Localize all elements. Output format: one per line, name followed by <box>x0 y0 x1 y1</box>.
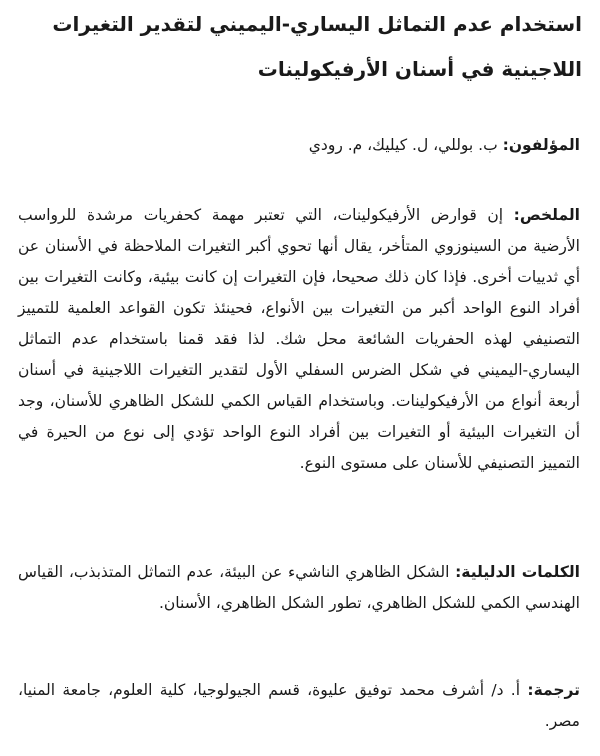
abstract-label: الملخص: <box>513 206 580 224</box>
keywords-text: الشكل الظاهري الناشيء عن البيئة، عدم التماثل المتذبذب، القياس الهندسي الكمي للشكل الظاهري، تطور الشكل الظاهري، الأسنان. <box>18 563 580 612</box>
abstract-paragraph <box>18 200 580 479</box>
keywords-paragraph <box>18 557 580 619</box>
paper-title: استخدام عدم التماثل اليساري-اليميني لتقدير التغيرات اللاجينية في أسنان الأرفيكولينات <box>52 12 582 81</box>
authors-label: المؤلفون: <box>502 136 580 154</box>
authors-text: ب. بوللي، ل. كيليك، م. رودي <box>308 136 503 154</box>
abstract-text: إن قوارض الأرفيكولينات، التي تعتبر مهمة كحفريات مرشدة للرواسب الأرضية من السينوزوي المتأخر، يقال أنها تحوي أكبر التغيرات الملاحظة في الأسنان عن أي ثدييات أخرى. فإذا كان ذلك صحيحا، فإن التغيرات إن كانت بيئية، وكانت التغيرات بين أفراد النوع الواحد أكبر من التغيرات بين الأنواع، فحينئذ تكون القواعد العلمية للتمييز التصنيفي لهذه الحفريات الشائعة محل شك. لذا فقد قمنا باستخدام عدم التماثل اليساري-اليميني في شكل الضرس السفلي الأول لتقدير التغيرات اللاجينية في أسنان أربعة أنواع من الأرفيكولينات. وباستخدام القياس الكمي للشكل الظاهري للأسنان، وجد أن التغيرات البيئية أو التغيرات بين أفراد النوع الواحد تؤدي إلى نوع من الحيرة في التمييز التصنيفي للأسنان على مستوى النوع. <box>18 206 580 472</box>
translation-paragraph <box>18 675 580 737</box>
translation-label: ترجمة: <box>527 681 580 699</box>
translation-text: أ. د/ أشرف محمد توفيق عليوة، قسم الجيولوجيا، كلية العلوم، جامعة المنيا، مصر. <box>18 681 580 730</box>
keywords-label: الكلمات الدليلية: <box>455 563 580 581</box>
authors-paragraph <box>18 130 580 161</box>
